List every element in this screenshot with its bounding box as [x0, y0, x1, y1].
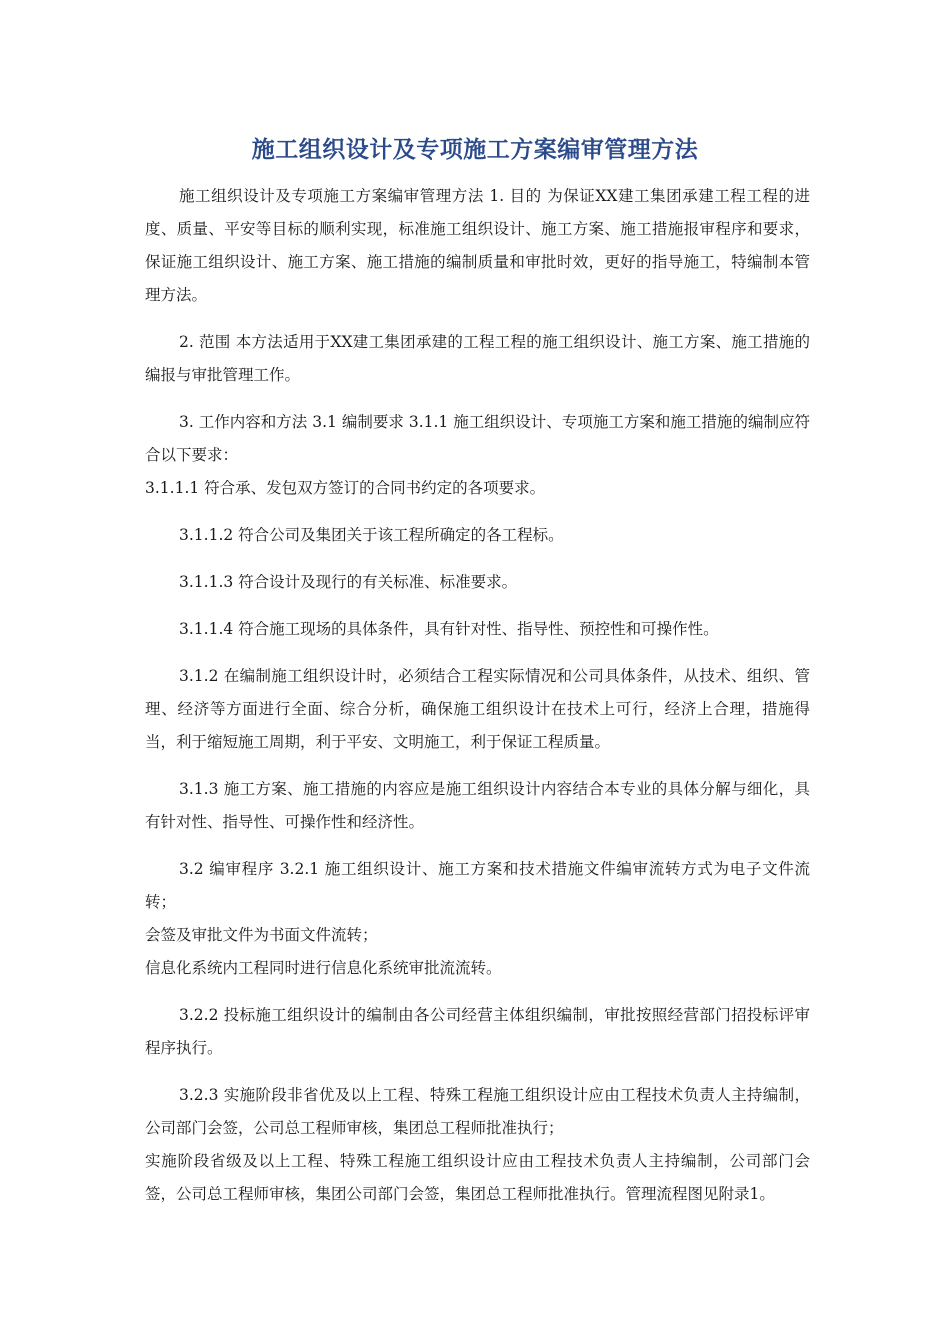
- paragraph-3-1-2: 3.1.2 在编制施工组织设计时，必须结合工程实际情况和公司具体条件，从技术、组织、管理、经济等方面进行全面、综合分析，确保施工组织设计在技术上可行，经济上合理，措施得当，利于缩短施工周期，利于平安、文明施工，利于保证工程质量。: [145, 667, 810, 751]
- paragraph-3-1-1-1: 3.1.1.1 符合承、发包双方签订的合同书约定的各项要求。: [145, 479, 546, 497]
- paragraph-3-1-3: 3.1.3 施工方案、施工措施的内容应是施工组织设计内容结合本专业的具体分解与细化，具有针对性、指导性、可操作性和经济性。: [145, 780, 810, 831]
- paragraph-3-2-3: 3.2.3 实施阶段非省优及以上工程、特殊工程施工组织设计应由工程技术负责人主持编制，公司部门会签，公司总工程师审核，集团总工程师批准执行；: [145, 1086, 810, 1137]
- paragraph-3-1-1-4: 3.1.1.4 符合施工现场的具体条件，具有针对性、指导性、预控性和可操作性。: [179, 620, 719, 638]
- paragraph-signoff-flow: 会签及审批文件为书面文件流转；: [145, 926, 378, 944]
- paragraph-info-system-flow: 信息化系统内工程同时进行信息化系统审批流流转。: [145, 959, 502, 977]
- document-body: [145, 180, 810, 1211]
- paragraph-work-content: 3. 工作内容和方法 3.1 编制要求 3.1.1 施工组织设计、专项施工方案和施工措施的编制应符合以下要求：: [145, 413, 810, 464]
- paragraph-provincial-projects: 实施阶段省级及以上工程、特殊工程施工组织设计应由工程技术负责人主持编制，公司部门会签，公司总工程师审核，集团公司部门会签，集团总工程师批准执行。管理流程图见附录1。: [145, 1152, 810, 1203]
- paragraph-scope: 2. 范围 本方法适用于XX建工集团承建的工程工程的施工组织设计、施工方案、施工措施的编报与审批管理工作。: [145, 333, 810, 384]
- paragraph-3-2-2: 3.2.2 投标施工组织设计的编制由各公司经营主体组织编制，审批按照经营部门招投标评审程序执行。: [145, 1006, 810, 1057]
- paragraph-3-1-1-3: 3.1.1.3 符合设计及现行的有关标准、标准要求。: [179, 573, 518, 591]
- document-title: 施工组织设计及专项施工方案编审管理方法: [251, 137, 699, 163]
- paragraph-3-1-1-2: 3.1.1.2 符合公司及集团关于该工程所确定的各工程标。: [179, 526, 564, 544]
- paragraph-purpose: 施工组织设计及专项施工方案编审管理方法 1. 目的 为保证XX建工集团承建工程工程的进度、质量、平安等目标的顺利实现，标准施工组织设计、施工方案、施工措施报审程序和要求，保证施工组织设计、施工方案、施工措施的编制质量和审批时效，更好的指导施工，特编制本管理方法。: [145, 187, 810, 304]
- paragraph-3-2-1: 3.2 编审程序 3.2.1 施工组织设计、施工方案和技术措施文件编审流转方式为电子文件流转；: [145, 860, 810, 911]
